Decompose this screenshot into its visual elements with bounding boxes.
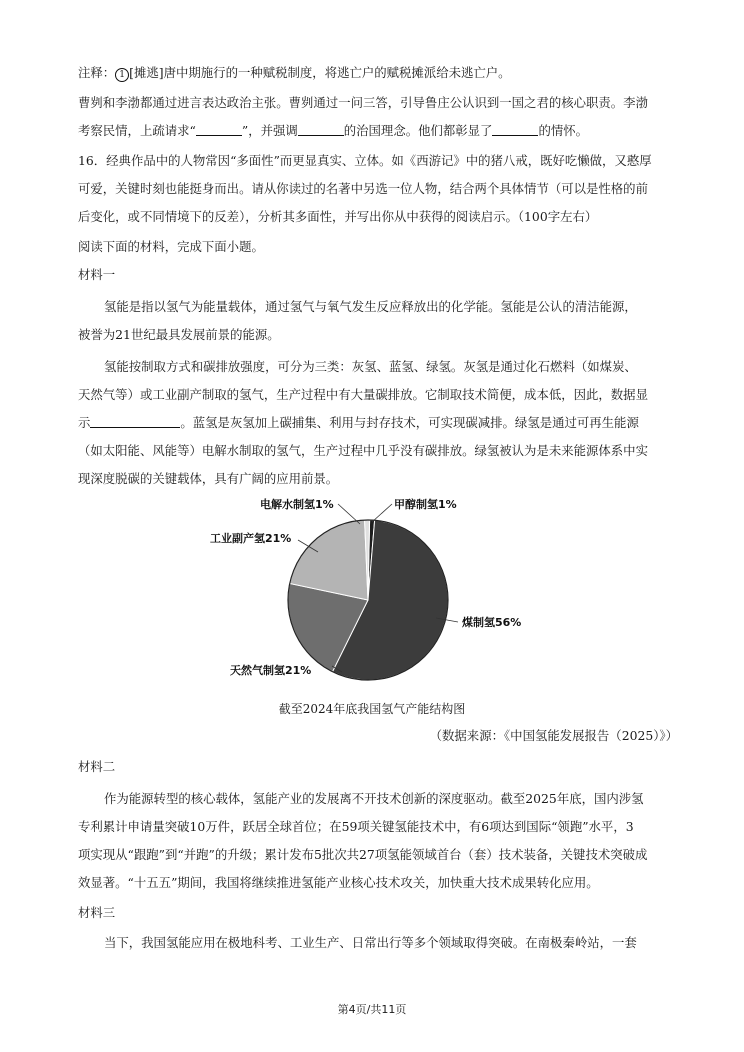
- circled-number: 1: [115, 68, 129, 82]
- m1-p2-line-1: 氢能按制取方式和碳排放强度，可分为三类：灰氢、蓝氢、绿氢。灰氢是通过化石燃料（如煤炭、: [104, 359, 637, 374]
- chart-source: （数据来源：《中国氢能发展报告（2025）》）: [429, 728, 678, 743]
- m1-p2-line-5: 现深度脱碳的关键载体，具有广阔的应用前景。: [78, 471, 339, 486]
- m2-line-2: 专利累计申请量突破10万件，跃居全球首位；在59项关键氢能技术中，有6项达到国际“领跑”水平，3: [78, 819, 634, 834]
- note-text: [摊逃]唐中期施行的一种赋税制度，将逃亡户的赋税摊派给未逃亡户。: [129, 65, 511, 80]
- q16-line-2: 可爱，关键时刻也能挺身而出。请从你读过的名著中另选一位人物，结合两个具体情节（可以是性格的前: [78, 181, 648, 196]
- pie-slice-label: 煤制氢56%: [462, 616, 522, 629]
- pie-slice-label: 甲醇制氢1%: [394, 498, 457, 511]
- note-line: [78, 64, 678, 82]
- m1-p2-text-b: 。蓝氢是灰氢加上碳捕集、利用与封存技术，可实现碳减排。绿氢是通过可再生能源: [180, 415, 639, 430]
- material-3-title: 材料三: [78, 905, 116, 920]
- answer-blank-3[interactable]: [492, 123, 538, 136]
- m2-line-4: 效显著。“十五五”期间，我国将继续推进氢能产业核心技术攻关，加快重大技术成果转化应用。: [78, 875, 599, 890]
- pie-leader-line: [372, 504, 392, 522]
- q16-line-3: 后变化，或不同情境下的反差），分析其多面性，并写出你从中获得的阅读启示。（100字左右）: [78, 209, 598, 224]
- q15-text-a: 考察民情，上疏请求“: [78, 123, 196, 138]
- pie-leader-line: [338, 504, 360, 524]
- material-1-title: 材料一: [78, 267, 116, 282]
- m1-p2-text-a: 示: [78, 415, 91, 430]
- answer-blank-4[interactable]: [90, 415, 180, 428]
- m1-p1-line-1: 氢能是指以氢气为能量载体，通过氢气与氧气发生反应释放出的化学能。氢能是公认的清洁能源，: [104, 299, 637, 314]
- q15-text-b: ”，并强调: [241, 123, 298, 138]
- m1-p2-line-4: （如太阳能、风能等）电解水制取的氢气，生产过程中几乎没有碳排放。绿氢被认为是未来能源体系中实: [78, 443, 648, 458]
- chart-title: 截至2024年底我国氢气产能结构图: [278, 702, 466, 716]
- answer-blank-1[interactable]: [196, 123, 242, 136]
- material-2-title: 材料二: [78, 759, 116, 774]
- q15-text-d: 的情怀。: [538, 123, 589, 138]
- m1-p1-line-2: 被誉为21世纪最具发展前景的能源。: [78, 327, 280, 342]
- hydrogen-capacity-pie-chart: [200, 490, 540, 690]
- q16-line-1: 16．经典作品中的人物常因“多面性”而更显真实、立体。如《西游记》中的猪八戒，既好吃懒做，又憨厚: [78, 153, 652, 168]
- pie-slice-label: 工业副产氢21%: [210, 532, 292, 545]
- reading-instruction: 阅读下面的材料，完成下面小题。: [78, 239, 264, 254]
- pie-slice-label: 天然气制氢21%: [230, 664, 312, 677]
- m1-p2-line-2: 天然气等）或工业副产制取的氢气，生产过程中有大量碳排放。它制取技术简便，成本低，因此，数据显: [78, 387, 648, 402]
- page-footer: 第4页/共11页: [337, 1003, 407, 1016]
- m1-p2-line-3: [78, 414, 678, 432]
- m2-line-1: 作为能源转型的核心载体，氢能产业的发展离不开技术创新的深度驱动。截至2025年底，国内涉氢: [104, 791, 644, 806]
- note-prefix: 注释：: [78, 65, 116, 80]
- q15-line-1: 曹刿和李渤都通过进言表达政治主张。曹刿通过一问三答，引导鲁庄公认识到一国之君的核心职责。李渤: [78, 95, 648, 110]
- q15-text-c: 的治国理念。他们都彰显了: [343, 123, 493, 138]
- m2-line-3: 项实现从“跟跑”到“并跑”的升级；累计发布5批次共27项氢能领域首台（套）技术装备，关键技术突破成: [78, 847, 648, 862]
- q15-line-2: [78, 122, 678, 140]
- answer-blank-2[interactable]: [298, 123, 344, 136]
- pie-slice-label: 电解水制氢1%: [260, 498, 334, 511]
- m3-line-1: 当下，我国氢能应用在极地科考、工业生产、日常出行等多个领域取得突破。在南极秦岭站，一套: [104, 935, 637, 950]
